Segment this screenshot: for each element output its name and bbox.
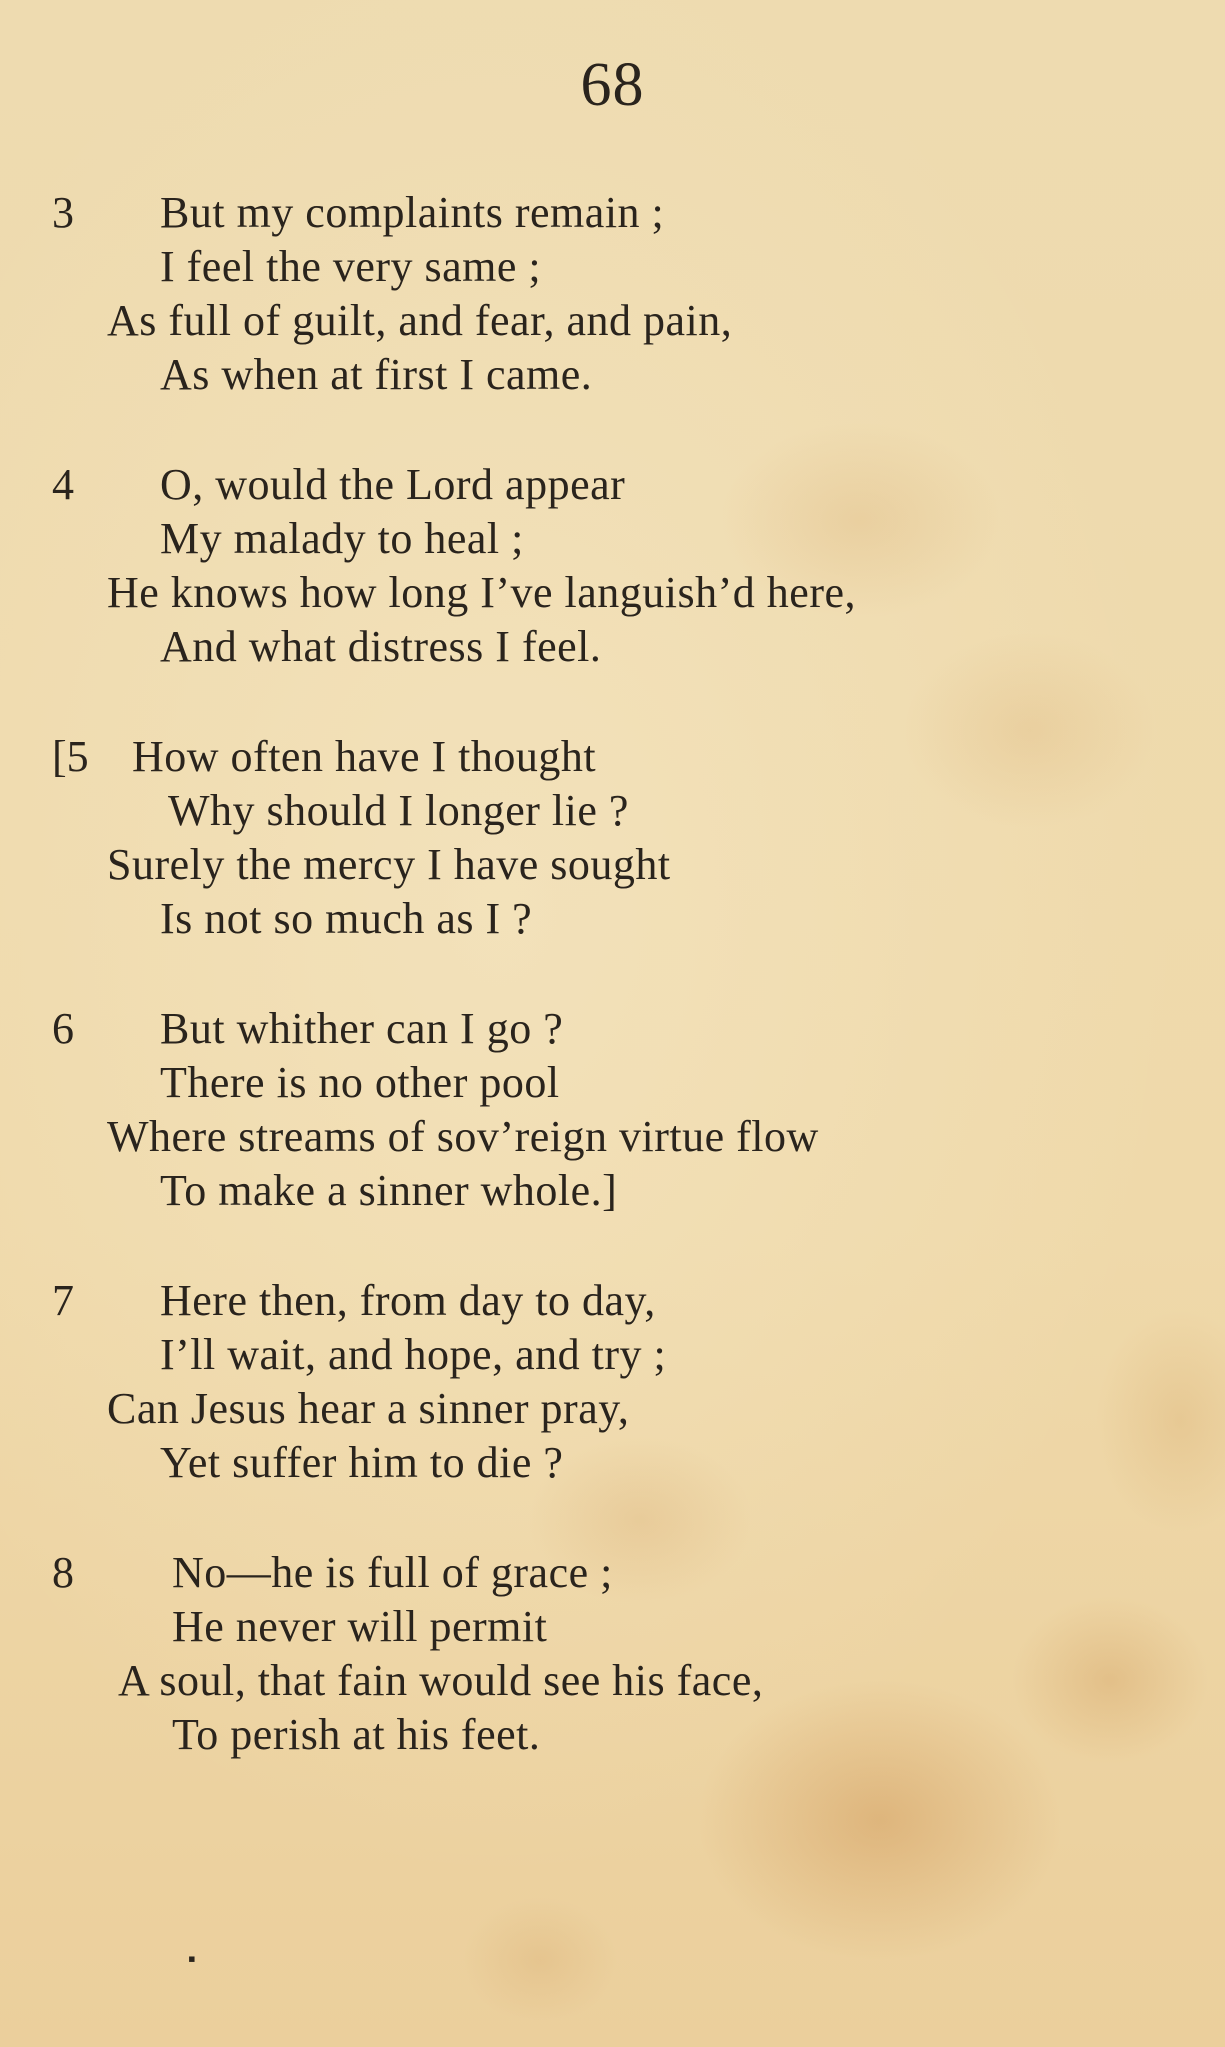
printer-mark-icon: ▪	[188, 1946, 196, 1971]
verse-line: Why should I longer lie ?	[168, 786, 629, 835]
verse-line: But my complaints remain ;	[160, 188, 665, 237]
verse-line: Surely the mercy I have sought	[107, 840, 671, 889]
verse-line: He knows how long I’ve languish’d here,	[107, 568, 857, 617]
verse-line: As when at first I came.	[160, 350, 593, 399]
page-number: 68	[580, 51, 645, 119]
verse-number: 7	[52, 1276, 74, 1325]
verse-number: 6	[52, 1004, 74, 1053]
verse-line: No—he is full of grace ;	[172, 1548, 613, 1597]
stanza-8	[0, 1546, 1225, 1818]
verse-line: To make a sinner whole.]	[160, 1166, 618, 1215]
verse-line: Where streams of sov’reign virtue flow	[107, 1112, 819, 1161]
verse-number: [5	[52, 732, 89, 781]
verse-line: There is no other pool	[160, 1058, 560, 1107]
verse-line: How often have I thought	[132, 732, 597, 781]
verse-line: O, would the Lord appear	[160, 460, 626, 509]
hymn-text	[0, 186, 1225, 1818]
stanza-4	[0, 458, 1225, 730]
verse-line: He never will permit	[172, 1602, 548, 1651]
verse-line: My malady to heal ;	[160, 514, 524, 563]
verse-line: Yet suffer him to die ?	[160, 1438, 564, 1487]
verse-line: As full of guilt, and fear, and pain,	[107, 296, 733, 345]
verse-number: 4	[52, 460, 74, 509]
verse-line: Can Jesus hear a sinner pray,	[107, 1384, 630, 1433]
stanza-7	[0, 1274, 1225, 1546]
verse-line: But whither can I go ?	[160, 1004, 564, 1053]
stanza-3	[0, 186, 1225, 458]
verse-line: And what distress I feel.	[160, 622, 602, 671]
verse-number: 3	[52, 188, 74, 237]
stanza-6	[0, 1002, 1225, 1274]
stanza-5	[0, 730, 1225, 1002]
verse-line: Is not so much as I ?	[160, 894, 533, 943]
verse-line: I’ll wait, and hope, and try ;	[160, 1330, 667, 1379]
verse-line: To perish at his feet.	[172, 1710, 541, 1759]
verse-number: 8	[52, 1548, 74, 1597]
verse-line: I feel the very same ;	[160, 242, 542, 291]
verse-line: Here then, from day to day,	[160, 1276, 656, 1325]
verse-line: A soul, that fain would see his face,	[118, 1656, 764, 1705]
